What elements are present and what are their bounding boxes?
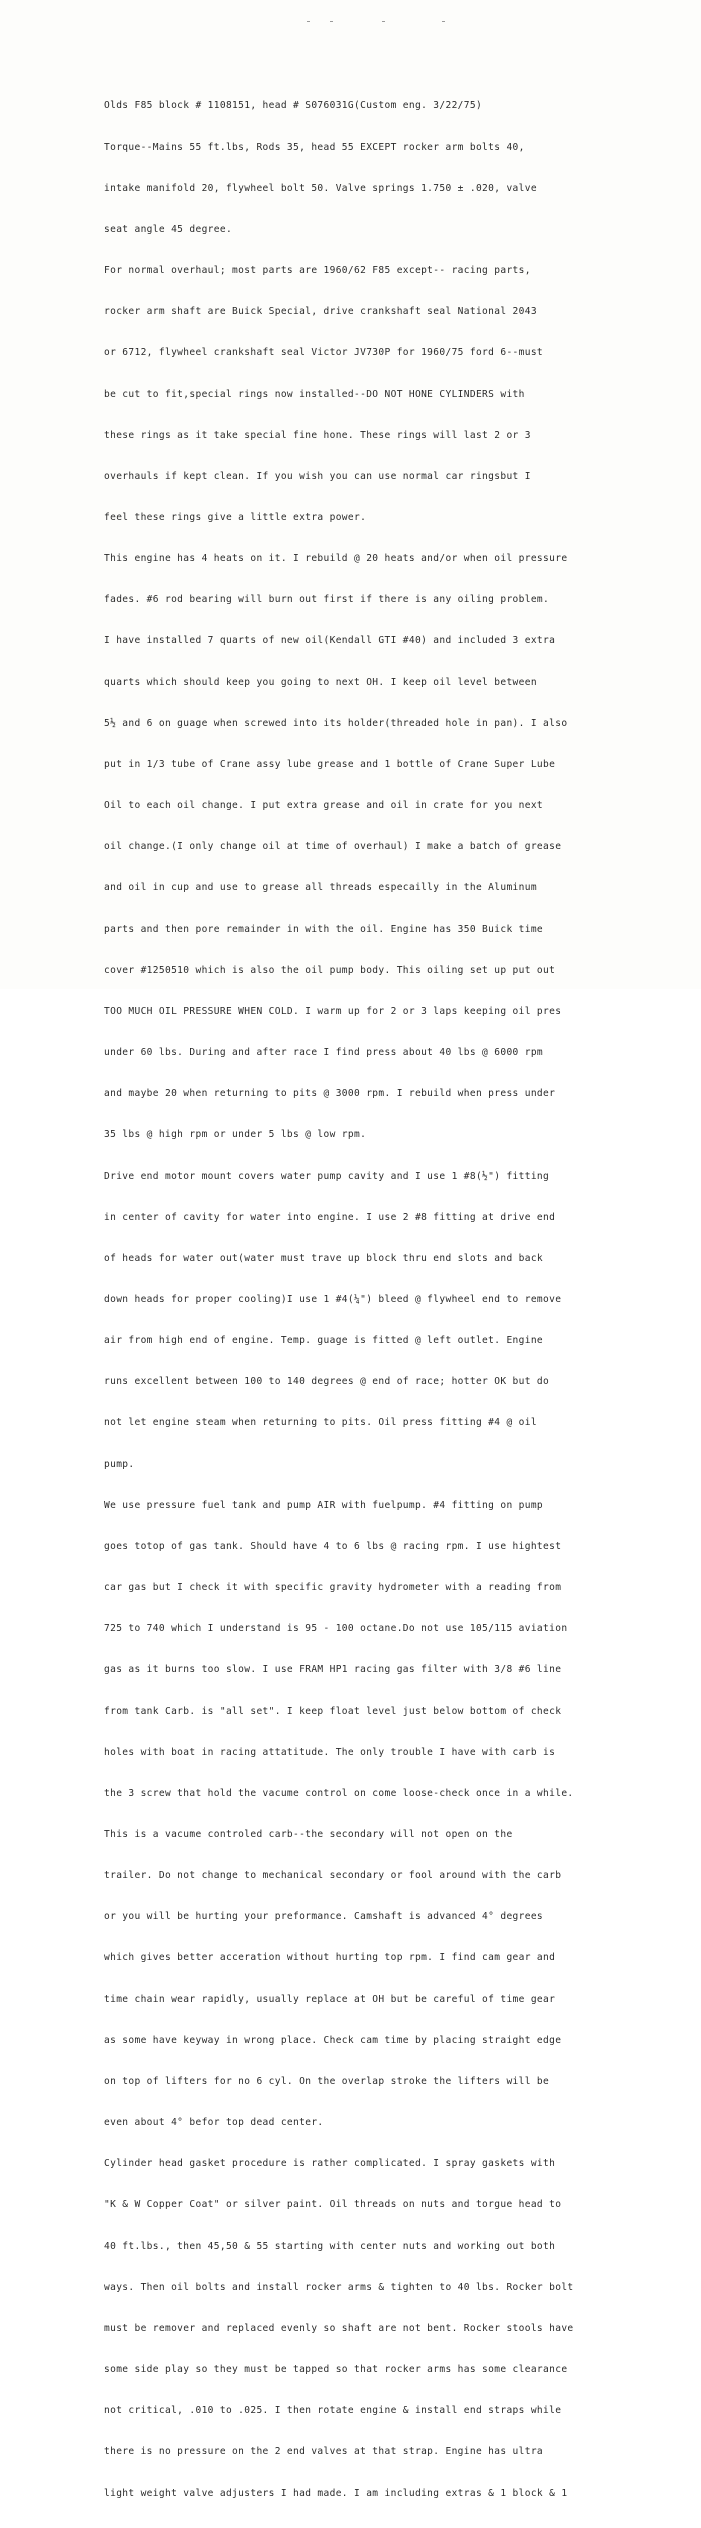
text-line: some side play so they must be tapped so that rocker arms has some clearance	[104, 2364, 568, 2376]
text-line: which gives better acceration without hurting top rpm. I find cam gear and	[104, 1952, 556, 1964]
text-line: oil change.(I only change oil at time of overhaul) I make a batch of grease	[104, 841, 562, 853]
text-line: seat angle 45 degree.	[104, 223, 233, 235]
text-line: Cylinder head gasket procedure is rather complicated. I spray gaskets with	[104, 2158, 556, 2170]
text-line: Torque--Mains 55 ft.lbs, Rods 35, head 55 EXCEPT rocker arm bolts 40,	[104, 141, 525, 153]
text-line: on top of lifters for no 6 cyl. On the overlap stroke the lifters will be	[104, 2075, 550, 2087]
text-line: of heads for water out(water must trave up block thru end slots and back	[104, 1252, 544, 1264]
text-line: 725 to 740 which I understand is 95 - 100 octane.Do not use 105/115 aviation	[104, 1623, 568, 1635]
text-line: light weight valve adjusters I had made. I am including extras & 1 block & 1	[104, 2487, 568, 2499]
text-line: ways. Then oil bolts and install rocker arms & tighten to 40 lbs. Rocker bolt	[104, 2281, 574, 2293]
text-line: the 3 screw that hold the vacume control on come loose-check once in a while.	[104, 1787, 574, 1799]
text-line: under 60 lbs. During and after race I find press about 40 lbs @ 6000 rpm	[104, 1047, 544, 1059]
text-line: gas as it burns too slow. I use FRAM HP1 racing gas filter with 3/8 #6 line	[104, 1664, 562, 1676]
text-line: time chain wear rapidly, usually replace at OH but be careful of time gear	[104, 1993, 556, 2005]
text-line: or you will be hurting your preformance. Camshaft is advanced 4° degrees	[104, 1911, 544, 1923]
scan-speck	[330, 21, 333, 22]
text-line: car gas but I check it with specific gravity hydrometer with a reading from	[104, 1582, 562, 1594]
text-line: air from high end of engine. Temp. guage is fitted @ left outlet. Engine	[104, 1335, 544, 1347]
text-line: fades. #6 rod bearing will burn out first if there is any oiling problem.	[104, 594, 550, 606]
text-line: "K & W Copper Coat" or silver paint. Oil threads on nuts and torgue head to	[104, 2199, 562, 2211]
text-line: 35 lbs @ high rpm or under 5 lbs @ low rpm.	[104, 1129, 367, 1141]
text-line: We use pressure fuel tank and pump AIR with fuelpump. #4 fitting on pump	[104, 1499, 544, 1511]
text-line: feel these rings give a little extra power.	[104, 512, 367, 523]
text-line: there is no pressure on the 2 end valves at that strap. Engine has ultra	[104, 2446, 544, 2458]
text-line: Olds F85 block # 1108151, head # S076031G(Custom eng. 3/22/75)	[104, 100, 483, 112]
typewritten-text	[104, 72, 694, 2528]
text-line: holes with boat in racing attatitude. The only trouble I have with carb is	[104, 1746, 556, 1758]
text-line: and oil in cup and use to grease all threads especailly in the Aluminum	[104, 882, 537, 894]
text-line: as some have keyway in wrong place. Check cam time by placing straight edge	[104, 2034, 562, 2046]
text-line: from tank Carb. is "all set". I keep float level just below bottom of check	[104, 1705, 562, 1717]
text-line: Drive end motor mount covers water pump cavity and I use 1 #8(½") fitting	[104, 1170, 550, 1182]
text-line: not let engine steam when returning to pits. Oil press fitting #4 @ oil	[104, 1417, 537, 1429]
text-line: pump.	[104, 1458, 135, 1470]
text-line: runs excellent between 100 to 140 degrees @ end of race; hotter OK but do	[104, 1376, 550, 1388]
text-line: 40 ft.lbs., then 45,50 & 55 starting with center nuts and working out both	[104, 2240, 556, 2252]
text-line: and maybe 20 when returning to pits @ 3000 rpm. I rebuild when press under	[104, 1088, 556, 1100]
scan-speck	[442, 21, 445, 22]
text-line: 5½ and 6 on guage when screwed into its holder(threaded hole in pan). I also	[104, 717, 568, 729]
text-line: cover #1250510 which is also the oil pump body. This oiling set up put out	[104, 964, 556, 976]
text-line: or 6712, flywheel crankshaft seal Victor JV730P for 1960/75 ford 6--must	[104, 347, 544, 359]
text-line: be cut to fit,special rings now installed--DO NOT HONE CYLINDERS with	[104, 388, 525, 400]
text-line: trailer. Do not change to mechanical secondary or fool around with the carb	[104, 1870, 562, 1882]
text-line: For normal overhaul; most parts are 1960/62 F85 except-- racing parts,	[104, 265, 531, 277]
text-line: even about 4° befor top dead center.	[104, 2117, 324, 2129]
text-line: not critical, .010 to .025. I then rotate engine & install end straps while	[104, 2405, 562, 2417]
text-line: Oil to each oil change. I put extra grease and oil in crate for you next	[104, 800, 544, 812]
text-line: overhauls if kept clean. If you wish you can use normal car ringsbut I	[104, 470, 531, 482]
text-line: put in 1/3 tube of Crane assy lube grease and 1 bottle of Crane Super Lube	[104, 758, 556, 770]
text-line: intake manifold 20, flywheel bolt 50. Valve springs 1.750 ± .020, valve	[104, 182, 537, 194]
text-line: This engine has 4 heats on it. I rebuild @ 20 heats and/or when oil pressure	[104, 553, 568, 565]
text-line: TOO MUCH OIL PRESSURE WHEN COLD. I warm up for 2 or 3 laps keeping oil pres	[104, 1005, 562, 1017]
text-line: parts and then pore remainder in with the oil. Engine has 350 Buick time	[104, 923, 544, 935]
scan-speck	[382, 21, 385, 22]
text-line: down heads for proper cooling)I use 1 #4(¼") bleed @ flywheel end to remove	[104, 1293, 562, 1305]
text-line: in center of cavity for water into engine. I use 2 #8 fitting at drive end	[104, 1211, 556, 1223]
text-line: This is a vacume controled carb--the secondary will not open on the	[104, 1829, 513, 1840]
text-line: must be remover and replaced evenly so shaft are not bent. Rocker stools have	[104, 2322, 574, 2334]
text-line: these rings as it take special fine hone. These rings will last 2 or 3	[104, 429, 531, 441]
text-line: goes totop of gas tank. Should have 4 to 6 lbs @ racing rpm. I use hightest	[104, 1540, 562, 1552]
text-line: I have installed 7 quarts of new oil(Kendall GTI #40) and included 3 extra	[104, 635, 556, 647]
text-line: quarts which should keep you going to next OH. I keep oil level between	[104, 676, 537, 688]
text-line: rocker arm shaft are Buick Special, drive crankshaft seal National 2043	[104, 306, 537, 318]
scan-speck	[307, 21, 310, 22]
